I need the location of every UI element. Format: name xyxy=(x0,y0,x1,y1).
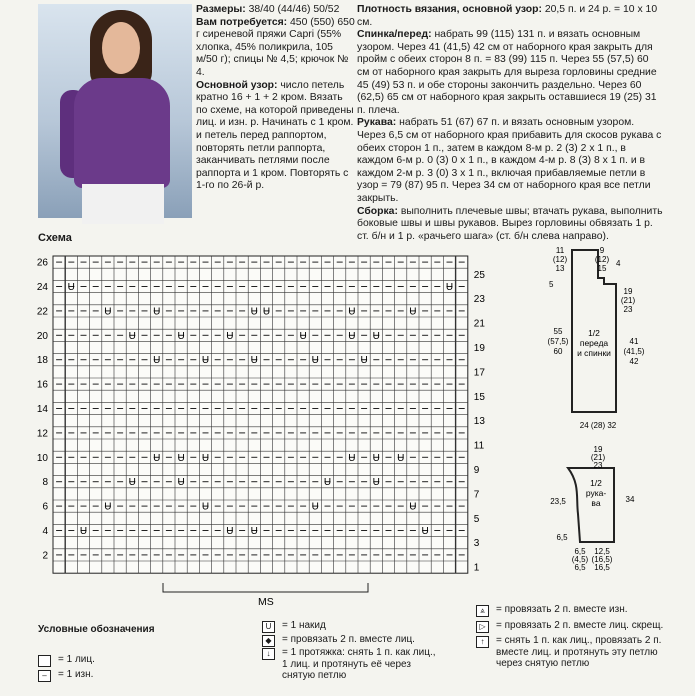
legend-yo-text: = 1 накид xyxy=(282,620,326,631)
density-value: 20,5 п. и 24 р. = 10 х 10 см. xyxy=(357,4,658,28)
purl-icon: – xyxy=(38,670,51,682)
legend-p2tog xyxy=(476,604,676,616)
fb-top-e: (12) xyxy=(594,255,610,264)
row-number-left: 26 xyxy=(36,257,48,269)
row-number-left: 20 xyxy=(36,330,48,342)
sl-br-b: (16,5) xyxy=(591,555,613,564)
ms-label: MS xyxy=(258,596,274,608)
legend-middle xyxy=(262,620,442,682)
yarn-over-icon: U xyxy=(323,477,332,489)
sizes-label: Размеры: xyxy=(196,4,246,15)
k2tog-icon: ◆ xyxy=(262,635,275,647)
yarn-over-icon: U xyxy=(153,306,161,318)
knit-icon xyxy=(38,655,51,667)
yarn-over-icon: U xyxy=(226,330,234,342)
fb-neck: 4 xyxy=(616,259,621,268)
sl-cuff: 6,5 xyxy=(556,533,568,542)
row-number-left: 10 xyxy=(36,452,48,464)
fb-height-c: 60 xyxy=(553,347,563,356)
yarn-over-icon: U xyxy=(348,330,356,342)
sl-label-2: рука- xyxy=(585,488,607,498)
legend-skpo xyxy=(262,647,442,682)
sl-bl-b: (4,5) xyxy=(571,555,589,564)
yarn-over-icon: U xyxy=(201,355,210,367)
yarn-over-icon: U xyxy=(177,477,185,489)
legend-p2tog-text: = провязать 2 п. вместе изн. xyxy=(496,604,628,615)
row-number-left: 14 xyxy=(36,404,48,415)
sl-top-c: 23 xyxy=(593,461,603,470)
row-number-right: 3 xyxy=(473,538,480,550)
sl-right: 34 xyxy=(625,495,635,504)
yarn-over-icon: U xyxy=(397,452,405,464)
row-number-left: 8 xyxy=(42,477,48,489)
legend-purl-text: = 1 изн. xyxy=(58,669,94,681)
yarn-over-icon: U xyxy=(445,282,454,293)
legend-purl xyxy=(38,669,248,681)
chart-grid xyxy=(53,256,468,573)
legend-k2tog-text: = провязать 2 п. вместе лиц. xyxy=(282,633,415,645)
fb-top-b: (12) xyxy=(552,255,568,264)
yarn-over-icon: U xyxy=(348,306,356,318)
yarn-over-icon: U xyxy=(226,526,234,537)
fb-top-a: 11 xyxy=(555,246,565,255)
row-number-right: 15 xyxy=(473,391,485,403)
assembly-value: выполнить плечевые швы; втачать рукава, выполнить боковые швы и швы рукавов. Вырез горловины обвязать 1 р. ст. б/н и 1 р. «рачьего шага» (ст. б/н слева направо). xyxy=(357,205,663,242)
yarn-over-icon: U xyxy=(201,452,210,464)
row-number-left: 24 xyxy=(36,282,48,293)
legend-knit xyxy=(38,654,248,666)
yarn-over-icon: U xyxy=(372,330,380,342)
yarn-over-icon: U xyxy=(250,355,258,367)
ms-bracket xyxy=(163,583,368,608)
fb-arm-a: 19 xyxy=(623,287,633,296)
fb-bottom: 24 (28) 32 xyxy=(579,421,617,430)
row-number-right: 17 xyxy=(473,367,485,379)
legend-cdd xyxy=(476,635,676,670)
legend-title: Условные обозначения xyxy=(38,624,155,635)
yarn-over-icon: U xyxy=(262,306,271,318)
fb-top-f: 15 xyxy=(597,264,607,273)
yarn-over-icon: U xyxy=(177,452,185,464)
row-number-right: 11 xyxy=(473,440,485,452)
yarn-over-icon: U xyxy=(250,306,258,318)
yarn-over-icon: U xyxy=(421,526,429,537)
cdd-icon: ↑ xyxy=(476,636,489,648)
sl-label-3: ва xyxy=(591,498,601,508)
sl-bl-a: 6,5 xyxy=(574,547,586,556)
row-number-right: 21 xyxy=(473,318,485,330)
yarn-over-icon: U xyxy=(128,477,136,489)
legend-skpo-text: = 1 протяжка: снять 1 п. как лиц., 1 лиц. и протянуть её через снятую петлю xyxy=(282,647,436,682)
yarn-over-icon: U xyxy=(372,477,380,489)
fb-side-a: 41 xyxy=(629,337,639,346)
row-number-left: 18 xyxy=(36,355,48,367)
yarn-over-icon: U xyxy=(153,452,161,464)
sl-label-1: 1/2 xyxy=(590,478,602,488)
yarn-over-icon: U xyxy=(372,452,380,464)
sl-bl-c: 6,5 xyxy=(574,563,586,572)
fb-side-b: (41,5) xyxy=(623,347,645,356)
legend-yo xyxy=(262,620,442,632)
fb-label-2: переда xyxy=(579,338,609,348)
legend-left xyxy=(38,624,248,681)
yarn-over-icon: U xyxy=(201,501,210,513)
row-number-right: 1 xyxy=(473,562,480,574)
legend-k2tog-tbl xyxy=(476,620,676,632)
row-number-left: 16 xyxy=(36,379,48,391)
legend-right xyxy=(476,604,676,670)
row-number-right: 5 xyxy=(473,513,480,525)
fb-side-c: 42 xyxy=(629,357,639,366)
row-number-left: 4 xyxy=(42,526,48,537)
yarn-over-icon: U xyxy=(360,355,368,367)
fb-arm-b: (21) xyxy=(620,296,636,305)
sl-br-a: 12,5 xyxy=(594,547,610,556)
yarn-over-icon: U xyxy=(348,452,356,464)
yarn-over-icon: U xyxy=(250,526,258,537)
back-value: набрать 99 (115) 131 п. и вязать основным узором. Через 41 (41,5) 42 см от наборного края закрыть для пройм с обеих сторон 8 п. = 83 (99) 115 п. Через 55 (57,5) 60 см от наборного края закрыть для выреза горловины средние 45 (49) 53 п. и обе стороны закончить раздельно. Через 60 (62,5) 65 см от наборного края закрыть оставшиеся 19 (25) 31 п. плеча. xyxy=(357,29,657,116)
sizes-value: 38/40 (44/46) 50/52 xyxy=(248,4,340,15)
pattern-label: Основной узор: xyxy=(196,79,278,91)
yarn-over-icon: U xyxy=(153,355,161,367)
yarn-over-icon: U xyxy=(262,621,275,633)
row-number-right: 13 xyxy=(473,416,485,428)
yarn-over-icon: U xyxy=(311,501,319,513)
sl-top-a: 19 xyxy=(593,445,603,454)
yarn-over-icon: U xyxy=(128,330,136,342)
back-label: Спинка/перед: xyxy=(357,29,432,41)
fb-arm-c: 23 xyxy=(623,305,633,314)
fb-label-3: и спинки xyxy=(577,348,611,358)
schema-title: Схема xyxy=(38,232,72,244)
fb-height-b: (57,5) xyxy=(547,337,569,346)
row-number-right: 19 xyxy=(473,343,485,354)
skpo-icon: ↓ xyxy=(262,648,275,660)
sl-br-c: 16,5 xyxy=(594,563,610,572)
p2tog-icon: ⩓ xyxy=(476,605,489,617)
yarn-over-icon: U xyxy=(177,330,185,342)
row-number-left: 6 xyxy=(42,501,48,513)
row-number-right: 9 xyxy=(473,465,480,476)
row-number-left: 22 xyxy=(36,306,48,318)
sl-top-b: (21) xyxy=(590,453,606,462)
front-back-schematic xyxy=(540,242,670,430)
fb-top-d: 9 xyxy=(599,246,605,255)
sleeve-label: Рукава: xyxy=(357,117,397,129)
sleeve-schematic xyxy=(540,444,670,584)
yarn-over-icon: U xyxy=(311,355,319,367)
row-number-right: 25 xyxy=(473,269,485,281)
need-label: Вам потребуется: xyxy=(196,16,288,28)
legend-cdd-text: = снять 1 п. как лиц., провязать 2 п. вместе лиц. и протянуть эту петлю через снятую петлю xyxy=(496,635,662,670)
yarn-over-icon: U xyxy=(409,501,417,513)
assembly-label: Сборка: xyxy=(357,205,398,217)
yarn-over-icon: U xyxy=(79,526,88,537)
fb-top-c: 13 xyxy=(555,264,565,273)
fb-shoulder: 5 xyxy=(549,280,554,289)
legend-k2tog-tbl-text: = провязать 2 п. вместе лиц. скрещ. xyxy=(496,619,664,631)
row-number-right: 7 xyxy=(473,489,480,501)
yarn-over-icon: U xyxy=(104,501,112,513)
yarn-over-icon: U xyxy=(299,330,307,342)
row-number-left: 12 xyxy=(36,428,48,440)
legend-knit-text: = 1 лиц. xyxy=(58,653,95,665)
yarn-over-icon: U xyxy=(104,306,112,318)
fb-label-1: 1/2 xyxy=(588,328,600,338)
row-number-left: 2 xyxy=(42,550,48,562)
k2tog-tbl-icon: ▷ xyxy=(476,621,489,633)
need-value: 450 (550) 650 г сиреневой пряжи Capri (55% хлопка, 45% поликрила, 105 м/50 г); спицы № 4,5; крючок № 4. xyxy=(196,16,355,78)
fb-height-a: 55 xyxy=(553,327,563,336)
density-label: Плотность вязания, основной узор: xyxy=(357,4,542,15)
yarn-over-icon: U xyxy=(67,282,75,293)
sleeve-value: набрать 51 (67) 67 п. и вязать основным узором. Через 6,5 см от наборного края прибавить для скосов рукава с обеих сторон 1 п., затем в каждом 8-м р. 2 (3) 2 х 1 п., в каждом 6-м р. 0 (3) 0 х 1 п., в каждом 4-м р. 8 (3) 8 х 1 п. и в каждом 2-м р. 3 (0) 3 х 1 п., включая прибавляемые петли в узор = 79 (87) 95 п. Через 34 см от наборного края все петли закрыть. xyxy=(357,117,662,204)
pattern-value: число петель кратно 16 + 1 + 2 кром. Вязать по схеме, на которой приведены лиц. и изн. р. Начинать с 1 кром. и петель перед раппортом, повторять петли раппорта, заканчивать петлями после раппорта и 1 кром. Повторять с 1-го по 26-й р. xyxy=(196,79,354,192)
row-number-right: 23 xyxy=(473,294,485,306)
legend-k2tog xyxy=(262,634,442,646)
sl-left: 23,5 xyxy=(550,497,566,506)
yarn-over-icon: U xyxy=(409,306,417,318)
